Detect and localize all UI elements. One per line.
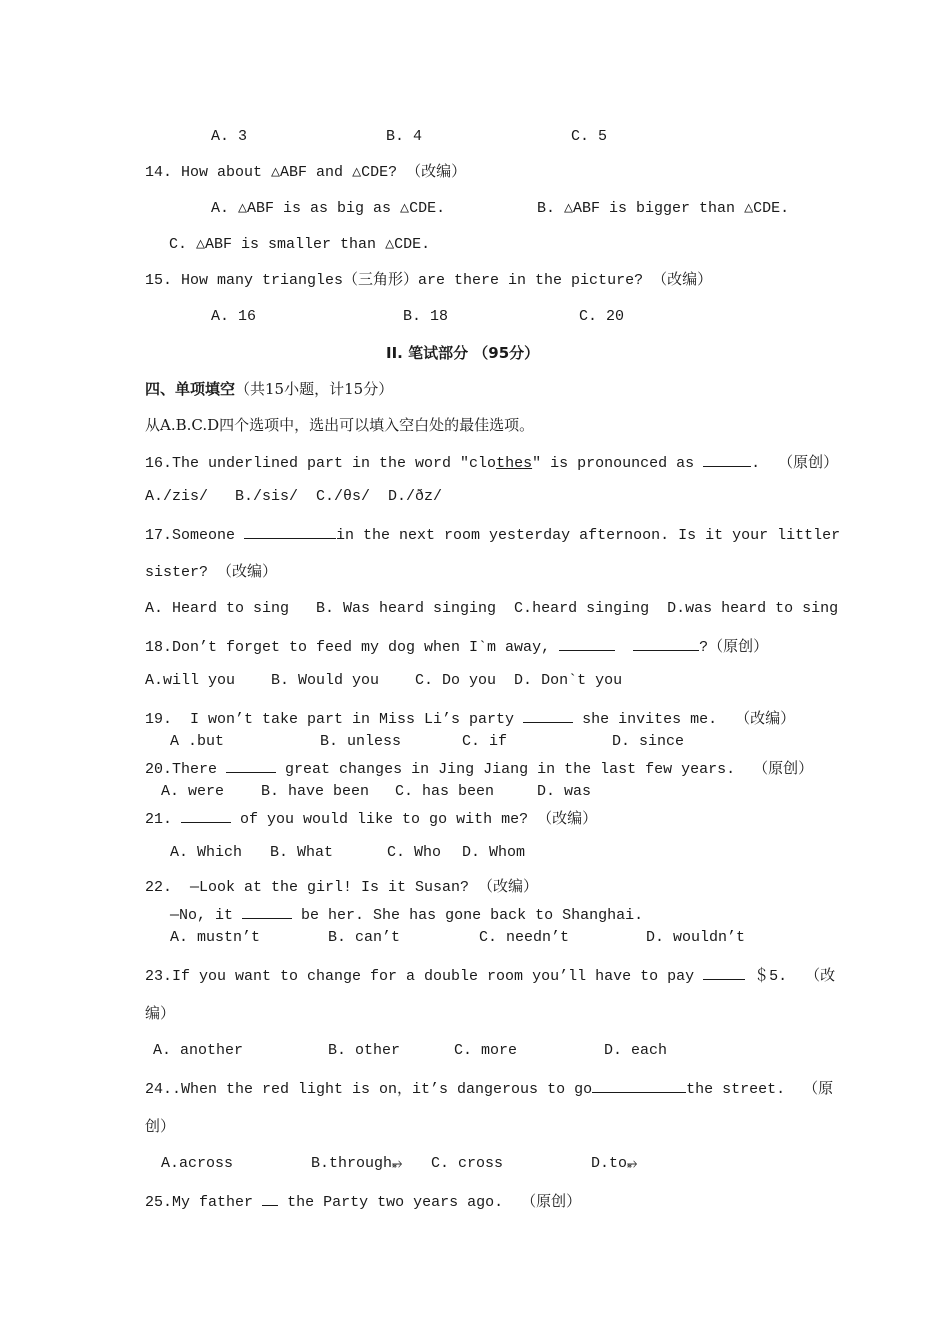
q15-option-a: A. 16 bbox=[211, 308, 257, 325]
q24-option-d: D.to bbox=[591, 1155, 628, 1172]
q23-option-d: D. each bbox=[604, 1042, 668, 1059]
q25-post: the Party two years ago. （原创） bbox=[287, 1194, 582, 1211]
q17-blank bbox=[244, 524, 336, 539]
q23-line2: 编） bbox=[145, 1006, 176, 1023]
q20-option-d: D. was bbox=[537, 783, 592, 800]
q20-post: great changes in Jing Jiang in the last few years. （原创） bbox=[285, 761, 814, 778]
q24-line2: 创） bbox=[145, 1119, 176, 1136]
q14-stem: 14. How about △ABF and △CDE? （改编） bbox=[145, 164, 467, 181]
q23-post: ＄5. （改 bbox=[754, 968, 836, 985]
q23-option-a: A. another bbox=[153, 1042, 244, 1059]
q22-line2 bbox=[170, 904, 643, 925]
q18-pre: 18.Don’t forget to feed my dog when I`m away, bbox=[145, 639, 551, 656]
q19-post: she invites me. （改编） bbox=[582, 711, 796, 728]
part4-heading-note: （共15小题，计15分） bbox=[235, 380, 394, 398]
q16-post: " is pronounced as bbox=[532, 455, 695, 472]
q14-option-c: C. △ABF is smaller than △CDE. bbox=[169, 236, 431, 253]
q18-tail: ?（原创） bbox=[699, 639, 769, 656]
q22-blank bbox=[242, 904, 292, 919]
q18-stem bbox=[145, 636, 768, 657]
q22-line1: 22. —Look at the girl! Is it Susan? （改编） bbox=[145, 879, 539, 896]
q16-tail: . （原创） bbox=[751, 455, 839, 472]
q24-stem bbox=[145, 1078, 833, 1099]
q21-option-a: A. Which bbox=[170, 844, 243, 861]
q17-post: in the next room yesterday afternoon. Is it your littler bbox=[336, 527, 841, 544]
q25-pre: 25.My father bbox=[145, 1194, 254, 1211]
q21-option-c: C. Who bbox=[387, 844, 442, 861]
q17-stem bbox=[145, 524, 840, 545]
q20-blank bbox=[226, 758, 276, 773]
q19-option-b: B. unless bbox=[320, 733, 402, 750]
q23-option-b: B. other bbox=[328, 1042, 401, 1059]
q13-option-a: A. 3 bbox=[211, 128, 248, 145]
q19-option-a: A .but bbox=[170, 733, 225, 750]
q21-option-b: B. What bbox=[270, 844, 334, 861]
q23-option-c: C. more bbox=[454, 1042, 518, 1059]
q15-option-c: C. 20 bbox=[579, 308, 625, 325]
q18-blank-2 bbox=[633, 636, 699, 651]
q20-stem bbox=[145, 758, 813, 779]
q22-pre: —No, it bbox=[170, 907, 234, 924]
q23-stem bbox=[145, 965, 835, 986]
q25-blank bbox=[262, 1191, 278, 1206]
q22-option-b: B. can’t bbox=[328, 929, 401, 946]
q21-blank bbox=[181, 808, 231, 823]
q24-option-d-wrap bbox=[591, 1155, 637, 1173]
q19-option-c: C. if bbox=[462, 733, 508, 750]
q16-options: A./zis/ B./sis/ C./θs/ D./ðz/ bbox=[145, 488, 443, 505]
part4-instruction: 从A.B.C.D四个选项中，选出可以填入空白处的最佳选项。 bbox=[145, 416, 535, 434]
section-title: II. 笔试部分 （95分） bbox=[386, 344, 540, 362]
q18-blank-1 bbox=[559, 636, 615, 651]
q24-option-b: B.through bbox=[311, 1155, 393, 1172]
q16-pre: 16.The underlined part in the word "clo bbox=[145, 455, 497, 472]
q24-post: the street. （原 bbox=[686, 1081, 834, 1098]
q15-stem: 15. How many triangles（三角形）are there in the picture? （改编） bbox=[145, 272, 713, 289]
q21-post: of you would like to go with me? （改编） bbox=[240, 811, 598, 828]
q19-option-d: D. since bbox=[612, 733, 685, 750]
q17-line2: sister? （改编） bbox=[145, 564, 278, 581]
q23-blank bbox=[703, 965, 745, 980]
q24-pre: 24..When the red light is on，it’s dangerous to go bbox=[145, 1081, 593, 1098]
q20-option-b: B. have been bbox=[261, 783, 370, 800]
q21-option-d: D. Whom bbox=[462, 844, 526, 861]
q19-blank bbox=[523, 708, 573, 723]
q20-pre: 20.There bbox=[145, 761, 218, 778]
ink-mark-icon: ⥵ bbox=[392, 1156, 403, 1171]
q19-stem bbox=[145, 708, 795, 729]
part4-heading: 四、单项填空 bbox=[145, 380, 236, 398]
q24-option-b-wrap bbox=[311, 1155, 402, 1173]
ink-mark-icon: ⥵ bbox=[627, 1156, 638, 1171]
q22-option-a: A. mustn’t bbox=[170, 929, 261, 946]
q18-options: A.will you B. Would you C. Do you D. Don`t you bbox=[145, 672, 623, 689]
q13-option-b: B. 4 bbox=[386, 128, 423, 145]
q16-underlined: thes bbox=[496, 455, 533, 472]
q21-pre: 21. bbox=[145, 811, 182, 828]
q22-option-d: D. wouldn’t bbox=[646, 929, 746, 946]
q23-pre: 23.If you want to change for a double room you’ll have to pay bbox=[145, 968, 695, 985]
q20-option-a: A. were bbox=[161, 783, 225, 800]
part4-heading-line bbox=[145, 380, 393, 398]
q24-blank bbox=[592, 1078, 686, 1093]
q17-options: A. Heard to sing B. Was heard singing C.heard singing D.was heard to sing bbox=[145, 600, 839, 617]
q14-option-b: B. △ABF is bigger than △CDE. bbox=[537, 200, 790, 217]
q19-pre: 19. I won’t take part in Miss Li’s party bbox=[145, 711, 515, 728]
q13-option-c: C. 5 bbox=[571, 128, 608, 145]
q24-option-c: C. cross bbox=[431, 1155, 504, 1172]
q14-option-a: A. △ABF is as big as △CDE. bbox=[211, 200, 446, 217]
q24-option-a: A.across bbox=[161, 1155, 234, 1172]
q20-option-c: C. has been bbox=[395, 783, 495, 800]
q22-post: be her. She has gone back to Shanghai. bbox=[301, 907, 644, 924]
q17-pre: 17.Someone bbox=[145, 527, 236, 544]
q16-stem bbox=[145, 452, 838, 473]
q16-blank bbox=[703, 452, 751, 467]
q21-stem bbox=[145, 808, 597, 829]
q25-stem bbox=[145, 1191, 581, 1212]
q22-option-c: C. needn’t bbox=[479, 929, 570, 946]
q15-option-b: B. 18 bbox=[403, 308, 449, 325]
